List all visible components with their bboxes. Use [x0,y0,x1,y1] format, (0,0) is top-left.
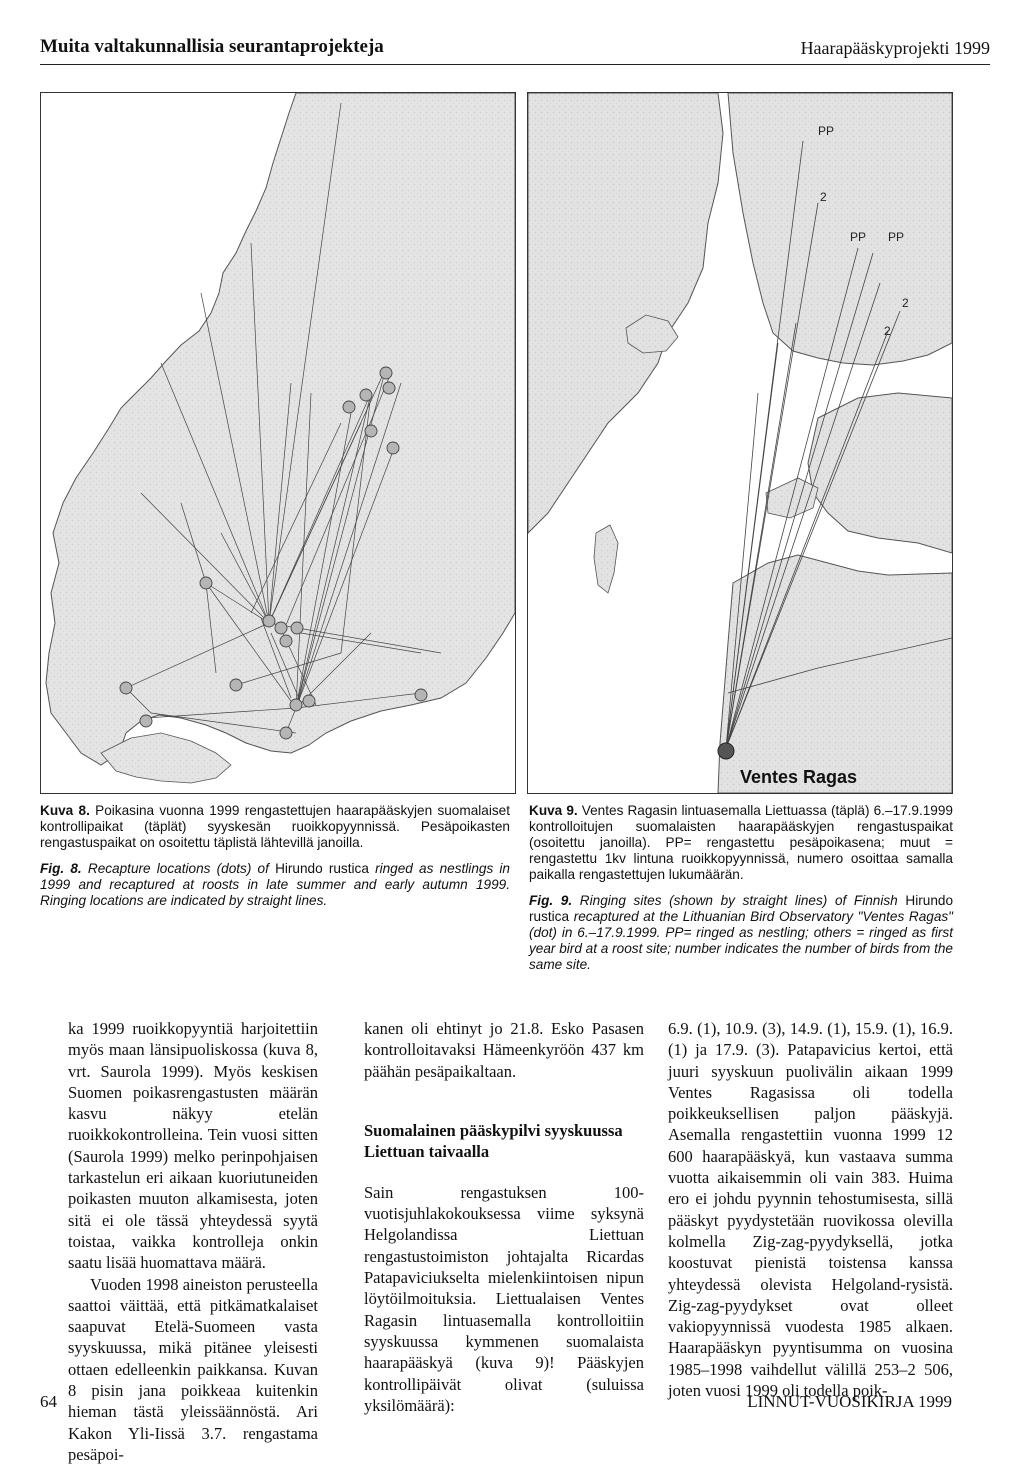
recapture-dot [200,577,212,589]
caption-9-en-label: Fig. 9. [529,893,573,908]
caption-9-english [529,893,953,973]
ventes-ragas-label: Ventes Ragas [740,767,858,787]
caption-9-en-text2: recaptured at the Lithuanian Bird Observatory "Ventes Ragas" (dot) in 6.–17.9.1999. PP= ringed as nestling; others = ringed as first year bird at a roost site; number indicates the number of birds from the same site. [529,909,954,972]
running-header [40,36,990,66]
recapture-dot [360,389,372,401]
caption-9-label: Kuva 9. [529,803,578,818]
latvia-lithuania [718,555,952,793]
figure-9-caption [529,803,953,983]
label-2-b: 2 [902,296,909,310]
gotland [594,525,618,593]
label-pp-2: PP [850,230,867,244]
caption-9-species: Hirundo rustica [529,893,954,924]
recapture-dot [275,622,287,634]
caption-8-en-label: Fig. 8. [40,861,82,876]
body-column-3 [668,1018,953,1401]
label-2-c: 2 [884,324,891,338]
recapture-dot [263,615,275,627]
finland-land [46,93,515,765]
recapture-dot [230,679,242,691]
paragraph: kanen oli ehtinyt jo 21.8. Esko Pasasen kontrolloitavaksi Hämeenkyröön 437 km päähän pesäpaikaltaan. [364,1019,644,1081]
header-rule [40,64,990,65]
paragraph: Sain rengastuksen 100-vuotisjuhlakokouksessa viime syksynä Helgolandissa Liettuan rengastustoimiston johtajalta Ricardas Patapaviciukselta mielenkiintoisen nipun löytöilmoituksia. Liettualaisen Ventes Ragasin lintuasemalla kontrolloitiin syyskuussa kymmenen suomalaista haarapääskyä (kuva 9)! Pääskyjen kontrollipäivät olivat (suluissa yksilömäärä): [364,1182,644,1415]
finland-south-coast [728,93,952,365]
body-column-1 [68,1018,318,1465]
recapture-dot [343,401,355,413]
caption-8-en-text1: Recapture locations (dots) of [87,861,269,876]
figure-8-caption [40,803,510,919]
figure-9-map [527,92,953,794]
caption-8-species: Hirundo rustica [275,861,369,876]
ventes-ragas-dot [718,743,734,759]
recapture-dot [303,695,315,707]
header-project-title: Haarapääskyprojekti 1999 [800,38,990,58]
recapture-dot [380,367,392,379]
paragraph: ka 1999 ruoikkopyyntiä harjoitettiin myös maan länsipuoliskossa (kuva 8, vrt. Saurola 1999). Myös keskisen Suomen poikasrengastusten määrän kasvu näkyy etelän ruoikkokontrolleina. Tein vuosi sitten (Saurola 1999) melko perinpohjaisen tarkastelun eri aikaan kuoriutuneiden poikasten muuton alkamisesta, joten sitä ei ole tässä yhteydessä syytä toistaa, vaikka kontrolleja onkin saatu lisää huomattava määrä. [68,1019,318,1273]
figure-8-map [40,92,516,794]
recapture-dot [290,699,302,711]
recapture-dot [383,382,395,394]
journal-name: LINNUT-VUOSIKIRJA 1999 [747,1392,952,1411]
caption-9-en-text1: Ringing sites (shown by straight lines) of Finnish [579,893,898,908]
recapture-dot [120,682,132,694]
recapture-dot [415,689,427,701]
paragraph: 6.9. (1), 10.9. (3), 14.9. (1), 15.9. (1), 16.9. (1) ja 17.9. (3). Patapavicius kertoi, että juuri syyskuun puolivälin aikaan 1999 Ventes Ragasissa oli todella poikkeuksellisen paljon pääskyjä. Asemalla rengastettiin vuonna 1999 12 600 haarapääskyä, kun vastaava summa vuotta aikaisemmin oli vain 383. Huima ero ei johdu pyynnin tehostumisesta, sillä pääskyt pyydystetään ruovikossa olevilla kolmella Zig-zag-pyydyksellä, jotka koostuvat pienistä toistensa kanssa yhteydessä olevista Helgoland-rysistä. Zig-zag-pyydykset ovat olleet vakiopyynnissä vuodesta 1985 alkaen. Haarapääskyn pyyntisumma on vuosina 1985–1998 vaihdellut välillä 253–2 506, joten vuosi 1999 oli todella poik- [668,1019,953,1401]
caption-8-en-text2: ringed as nestlings in 1999 and recaptured at roosts in late summer and early autumn 1999. Ringing locations are indicated by straight lines. [40,861,510,908]
page-number: 64 [40,1392,57,1411]
recapture-dot [387,442,399,454]
caption-9-text: Ventes Ragasin lintuasemalla Liettuassa (täplä) 6.–17.9.1999 kontrolloitujen suomalaisten haarapääskyjen rengastuspaikat (osoitettu janoilla). PP= rengastettu pesäpoikasena; muut = rengastettu 1kv lintuna ruoikkopyynnissä, numero osoittaa samalla paikalla rengastettujen lukumäärän. [529,803,953,882]
paragraph: Vuoden 1998 aineiston perusteella saattoi väittää, että pitkämatkalaiset saapuvat Etelä-Suomeen vasta syyskuussa, mikä pitänee yleisesti ottaen edelleenkin paikkansa. Kuvan 8 pisin jana poikkeaa kuitenkin hieman tästä yleissäännöstä. Ari Kakon Yli-Iissä 3.7. rengastama pesäpoi- [68,1274,318,1464]
section-heading: Suomalainen pääskypilvi syyskuussa Liettuan taivaalla [364,1120,623,1161]
estonia-coast [808,393,952,553]
recapture-dot [280,635,292,647]
caption-9-finnish [529,803,953,883]
body-column-2 [364,1018,644,1416]
caption-8-label: Kuva 8. [40,803,90,818]
sweden-coast [528,93,723,533]
label-pp-1: PP [818,124,835,138]
header-section-title: Muita valtakunnallisia seurantaprojekteja [40,36,384,57]
recapture-dot [140,715,152,727]
caption-8-english [40,861,510,909]
figure-9-svg [528,93,952,793]
caption-8-text: Poikasina vuonna 1999 rengastettujen haarapääskyjen suomalaiset kontrollipaikat (täplät) syyskesän ruoikkopyynnissä. Pesäpoikasten rengastuspaikat on osoitettu täplistä lähtevillä janoilla. [40,803,510,850]
recapture-dot [291,622,303,634]
recapture-dot [280,727,292,739]
label-pp-3: PP [888,230,905,244]
recapture-dot [365,425,377,437]
caption-8-finnish [40,803,510,851]
figure-8-svg [41,93,515,793]
label-2-a: 2 [820,190,827,204]
